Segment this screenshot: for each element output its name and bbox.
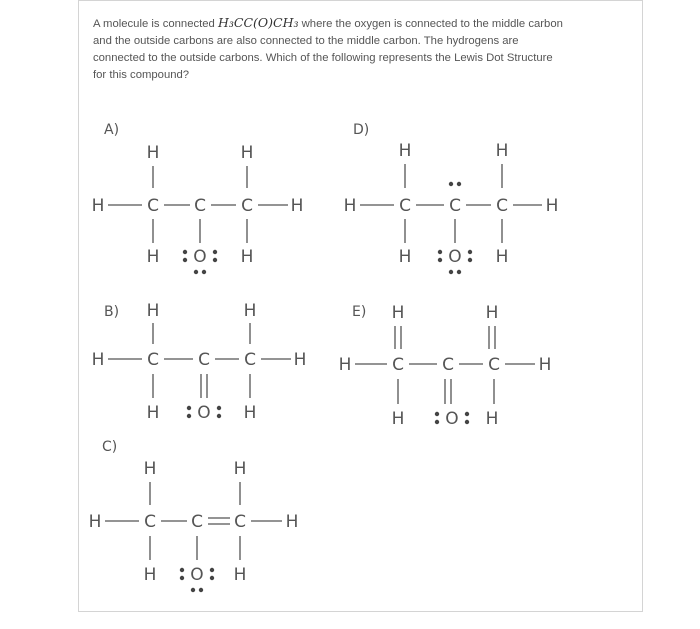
atom-o: O xyxy=(193,247,207,267)
atom-h: H xyxy=(391,409,405,429)
atom-h: H xyxy=(343,196,357,216)
atom-h: H xyxy=(233,459,247,479)
atom-h: H xyxy=(290,196,304,216)
atom-h: H xyxy=(91,350,105,370)
atom-c: C xyxy=(399,196,411,216)
question-suffix: where the oxygen is connected to the middle carbon and the outside carbons are also connected to the middle carbon. The hydrogens are connected to the outside carbons. Which of the following represents the Lewis Dot Structure for this compound? xyxy=(93,18,563,81)
option-b[interactable] xyxy=(92,301,307,423)
option-c[interactable] xyxy=(89,439,299,592)
atom-c: C xyxy=(234,512,246,532)
atom-c: C xyxy=(496,196,508,216)
atom-h: H xyxy=(146,247,160,267)
atom-c: C xyxy=(488,355,500,375)
atom-h: H xyxy=(285,512,299,532)
atom-h: H xyxy=(146,301,160,321)
atom-h: H xyxy=(495,141,509,161)
atom-h: H xyxy=(143,565,157,585)
atom-c: C xyxy=(442,355,454,375)
atom-h: H xyxy=(495,247,509,267)
option-a-label: A) xyxy=(104,122,120,138)
option-d-label: D) xyxy=(353,122,370,138)
atom-h: H xyxy=(485,409,499,429)
atom-h: H xyxy=(485,303,499,323)
atom-o: O xyxy=(445,409,459,429)
atom-c: C xyxy=(147,196,159,216)
option-c-label: C) xyxy=(102,439,118,455)
atom-h: H xyxy=(398,247,412,267)
atom-h: H xyxy=(391,303,405,323)
atom-c: C xyxy=(392,355,404,375)
atom-c: C xyxy=(147,350,159,370)
atom-h: H xyxy=(88,512,102,532)
atom-o: O xyxy=(197,403,211,423)
atom-o: O xyxy=(448,247,462,267)
question-formula: H₃CC(O)CH₃ xyxy=(217,15,299,30)
atom-h: H xyxy=(243,403,257,423)
atom-h: H xyxy=(538,355,552,375)
atom-c: C xyxy=(191,512,203,532)
atom-h: H xyxy=(240,247,254,267)
question-prefix: A molecule is connected xyxy=(93,18,218,30)
atom-c: C xyxy=(449,196,461,216)
option-b-label: B) xyxy=(104,304,120,320)
atom-h: H xyxy=(146,143,160,163)
atom-h: H xyxy=(240,143,254,163)
atom-h: H xyxy=(233,565,247,585)
atom-h: H xyxy=(143,459,157,479)
atom-h: H xyxy=(293,350,307,370)
atom-h: H xyxy=(146,403,160,423)
option-e-label: E) xyxy=(352,304,367,320)
atom-o: O xyxy=(190,565,204,585)
atom-c: C xyxy=(144,512,156,532)
atom-c: C xyxy=(244,350,256,370)
atom-h: H xyxy=(398,141,412,161)
option-a[interactable] xyxy=(92,122,304,274)
atom-h: H xyxy=(338,355,352,375)
atom-h: H xyxy=(91,196,105,216)
atom-h: H xyxy=(243,301,257,321)
atom-c: C xyxy=(198,350,210,370)
option-e[interactable] xyxy=(339,303,552,429)
atom-c: C xyxy=(194,196,206,216)
option-d[interactable] xyxy=(344,122,559,274)
atom-h: H xyxy=(545,196,559,216)
atom-c: C xyxy=(241,196,253,216)
